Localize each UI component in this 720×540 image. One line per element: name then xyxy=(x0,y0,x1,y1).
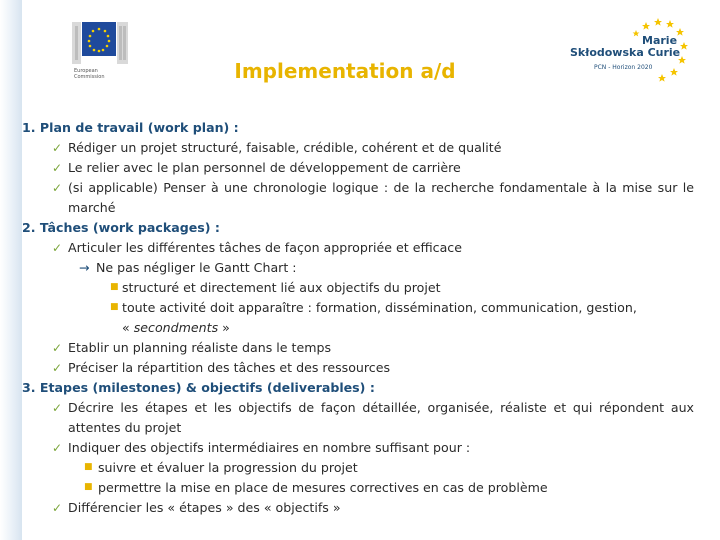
section-3-item-1 xyxy=(22,398,694,438)
check-icon: ✓ xyxy=(52,161,63,175)
item-text: Indiquer des objectifs intermédiaires en nombre suffisant pour : xyxy=(68,440,471,455)
eu-flag-icon xyxy=(72,22,128,64)
item-text: (si applicable) Penser à une chronologie logique : de la recherche fondamentale à la mise sur le marché xyxy=(68,180,694,215)
section-2-item-1 xyxy=(22,238,694,258)
section-2-sub-item-2-continued xyxy=(22,318,694,338)
square-bullet-icon: ■ xyxy=(110,282,119,292)
item-text: permettre la mise en place de mesures correctives en cas de problème xyxy=(98,480,548,495)
msca-logo-line-2: Skłodowska Curie xyxy=(570,46,681,59)
section-3-sub-item-2 xyxy=(22,478,694,498)
check-icon: ✓ xyxy=(52,401,63,415)
square-bullet-icon: ■ xyxy=(84,482,93,492)
ec-logo-line-1: European xyxy=(74,68,98,74)
item-text: Préciser la répartition des tâches et des ressources xyxy=(68,360,391,375)
section-1-item-3 xyxy=(22,178,694,218)
check-icon: ✓ xyxy=(52,501,63,515)
secondments-text: secondments xyxy=(133,320,219,335)
section-2-sub-item-2 xyxy=(22,298,694,318)
item-text: Le relier avec le plan personnel de développement de carrière xyxy=(68,160,461,175)
check-icon: ✓ xyxy=(52,441,63,455)
check-icon: ✓ xyxy=(52,361,63,375)
item-text: Etablir un planning réaliste dans le temps xyxy=(68,340,332,355)
check-icon: ✓ xyxy=(52,141,63,155)
msca-logo-line-3: PCN - Horizon 2020 xyxy=(594,64,653,71)
item-text: suivre et évaluer la progression du projet xyxy=(98,460,358,475)
ec-logo-line-2: Commission xyxy=(74,74,105,80)
check-icon: ✓ xyxy=(52,181,63,195)
check-icon: ✓ xyxy=(52,341,63,355)
section-2-arrow-item xyxy=(22,258,694,278)
square-bullet-icon: ■ xyxy=(84,462,93,472)
item-text: toute activité doit apparaître : formation, dissémination, communication, gestion, xyxy=(122,300,637,315)
quote-open: « xyxy=(122,320,134,335)
section-3-item-2 xyxy=(22,438,694,458)
item-text: Rédiger un projet structuré, faisable, crédible, cohérent et de qualité xyxy=(68,140,502,155)
msca-logo-line-1: Marie xyxy=(642,34,678,47)
section-3-sub-item-1 xyxy=(22,458,694,478)
item-text: structuré et directement lié aux objectifs du projet xyxy=(122,280,441,295)
section-2-heading: 2. Tâches (work packages) : xyxy=(22,220,220,235)
section-2-sub-item-1 xyxy=(22,278,694,298)
slide-content xyxy=(22,118,694,518)
item-text: Différencier les « étapes » des « objectifs » xyxy=(68,500,341,515)
section-3-heading: 3. Etapes (milestones) & objectifs (deliverables) : xyxy=(22,380,375,395)
section-3-item-3 xyxy=(22,498,694,518)
section-1-heading: 1. Plan de travail (work plan) : xyxy=(22,120,239,135)
section-1-item-1 xyxy=(22,138,694,158)
section-2-item-3 xyxy=(22,358,694,378)
square-bullet-icon: ■ xyxy=(110,302,119,312)
arrow-right-icon: → xyxy=(79,260,90,275)
item-text: Ne pas négliger le Gantt Chart : xyxy=(96,260,297,275)
section-1-item-2 xyxy=(22,158,694,178)
slide-title: Implementation a/d xyxy=(234,59,456,83)
item-text: Décrire les étapes et les objectifs de façon détaillée, organisée, réaliste et qui répondent aux attentes du projet xyxy=(68,400,694,435)
section-2-item-2 xyxy=(22,338,694,358)
check-icon: ✓ xyxy=(52,241,63,255)
item-text: Articuler les différentes tâches de façon appropriée et efficace xyxy=(68,240,462,255)
quote-close: » xyxy=(218,320,230,335)
